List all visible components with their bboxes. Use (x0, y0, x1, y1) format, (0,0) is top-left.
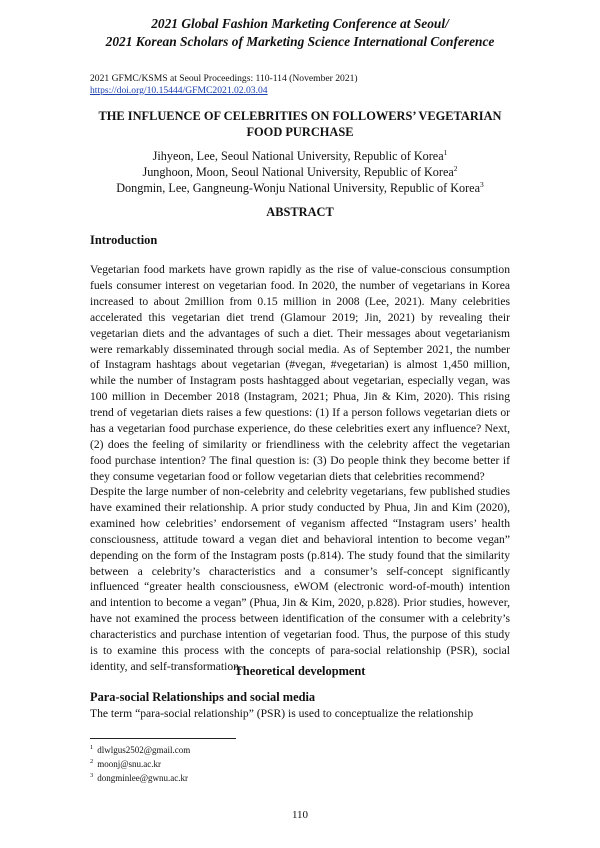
paper-title (80, 109, 520, 140)
conference-line-1: 2021 Global Fashion Marketing Conference at Seoul/ (151, 16, 449, 31)
footnote-email: moonj@snu.ac.kr (97, 759, 162, 769)
conference-line-2: 2021 Korean Scholars of Marketing Science International Conference (105, 34, 495, 49)
footnotes (90, 742, 190, 784)
author-line (60, 148, 540, 164)
footnote-number: 1 (90, 744, 94, 751)
footnote-marker: 3 (480, 179, 484, 189)
author-affiliation: Dongmin, Lee, Gangneung-Wonju National University, Republic of Korea (116, 181, 480, 195)
page-number: 110 (291, 809, 309, 821)
author-affiliation: Jihyeon, Lee, Seoul National University, Republic of Korea (152, 149, 444, 163)
body-paragraph: Despite the large number of non-celebrity and celebrity vegetarians, few published studies have examined their relationship. A prior study conducted by Phua, Jin and Kim (2020), examined how celebrities’ endorsement of veganism affected “Instagram users’ health consciousness, attitude toward a vegan diet and behavioral intention to become vegan” depending on the form of the Instagram posts (p.814). The study found that the similarity between a celebrity’s characteristics and a consumer’s self-concept significantly influenced “greater health consciousness, eWOM (electronic word-of-mouth) intention and intention to become a vegan” (Phua, Jin & Kim, 2020, p.828). Prior studies, however, have not examined the process between identification of the consumer with a celebrity’s characteristics and purchase intention of vegetarian food. Thus, the purpose of this study is to examine this process with the concepts of para-social relationship (PSR), social identity, and self-transformation. (90, 485, 510, 673)
author-line (60, 164, 540, 180)
proceedings-citation: 2021 GFMC/KSMS at Seoul Proceedings: 110-114 (November 2021) (90, 73, 358, 84)
psr-paragraph: The term “para-social relationship” (PSR) is used to conceptualize the relationship (90, 707, 474, 720)
author-list (60, 148, 540, 196)
abstract-heading: ABSTRACT (266, 205, 334, 219)
proceedings-info (90, 73, 358, 97)
introduction-heading: Introduction (90, 233, 158, 247)
doi-link[interactable]: https://doi.org/10.15444/GFMC2021.02.03.04 (90, 85, 268, 96)
footnote-marker: 1 (443, 147, 448, 157)
body-paragraph: Vegetarian food markets have grown rapidly as the rise of value-conscious consumption fuels consumer interest on vegetarian food. In 2020, the number of vegetarians in Korea increased to about 2million from 0.15 million in 2008 (Lee, 2021). Many celebrities accelerated this vegetarian diet trend (Glamour 2019; Jin, 2021) by revealing their vegetarian diets and the advantages of such a diet. Their messages about vegetarianism were remarkably disseminated through social media. As of September 2021, the number of Instagram hashtags about vegetarian (#vegan, #vegetarian) is almost 1,450 million, while the number of Instagram posts hashtagged about vegetarian, especially vegan, was 100 million in December 2018 (Instagram, 2021; Phua, Jin & Kim, 2020). This rising trend of vegetarian diets raises a few questions: (1) If a person follows vegetarian diets or has a vegetarian food purchase experience, do these celebrities exert any influence? Next, (2) does the feeling of similarity or friendliness with the celebrity affect the vegetarian food purchase intention? The final question is: (3) Do people think they become better if they consume vegetarian food or follow vegetarian diets that celebrities recommend? (90, 263, 510, 483)
footnote-divider (90, 738, 236, 739)
paper-title-line-2: FOOD PURCHASE (246, 124, 354, 139)
conference-header (60, 15, 540, 51)
footnote (90, 742, 190, 756)
footnote-number: 3 (90, 772, 94, 779)
psr-heading: Para-social Relationships and social media (90, 690, 316, 704)
theoretical-development-heading: Theoretical development (234, 664, 366, 678)
paper-title-line-1: THE INFLUENCE OF CELEBRITIES ON FOLLOWERS’ VEGETARIAN (98, 109, 502, 123)
author-line (60, 180, 540, 196)
footnote-number: 2 (90, 758, 94, 765)
footnote-email: dlwlgus2502@gmail.com (97, 745, 191, 755)
footnote-marker: 2 (453, 163, 458, 173)
author-affiliation: Junghoon, Moon, Seoul National University, Republic of Korea (142, 165, 454, 179)
footnote-email: dongminlee@gwnu.ac.kr (97, 773, 189, 783)
footnote (90, 770, 190, 784)
footnote (90, 756, 190, 770)
